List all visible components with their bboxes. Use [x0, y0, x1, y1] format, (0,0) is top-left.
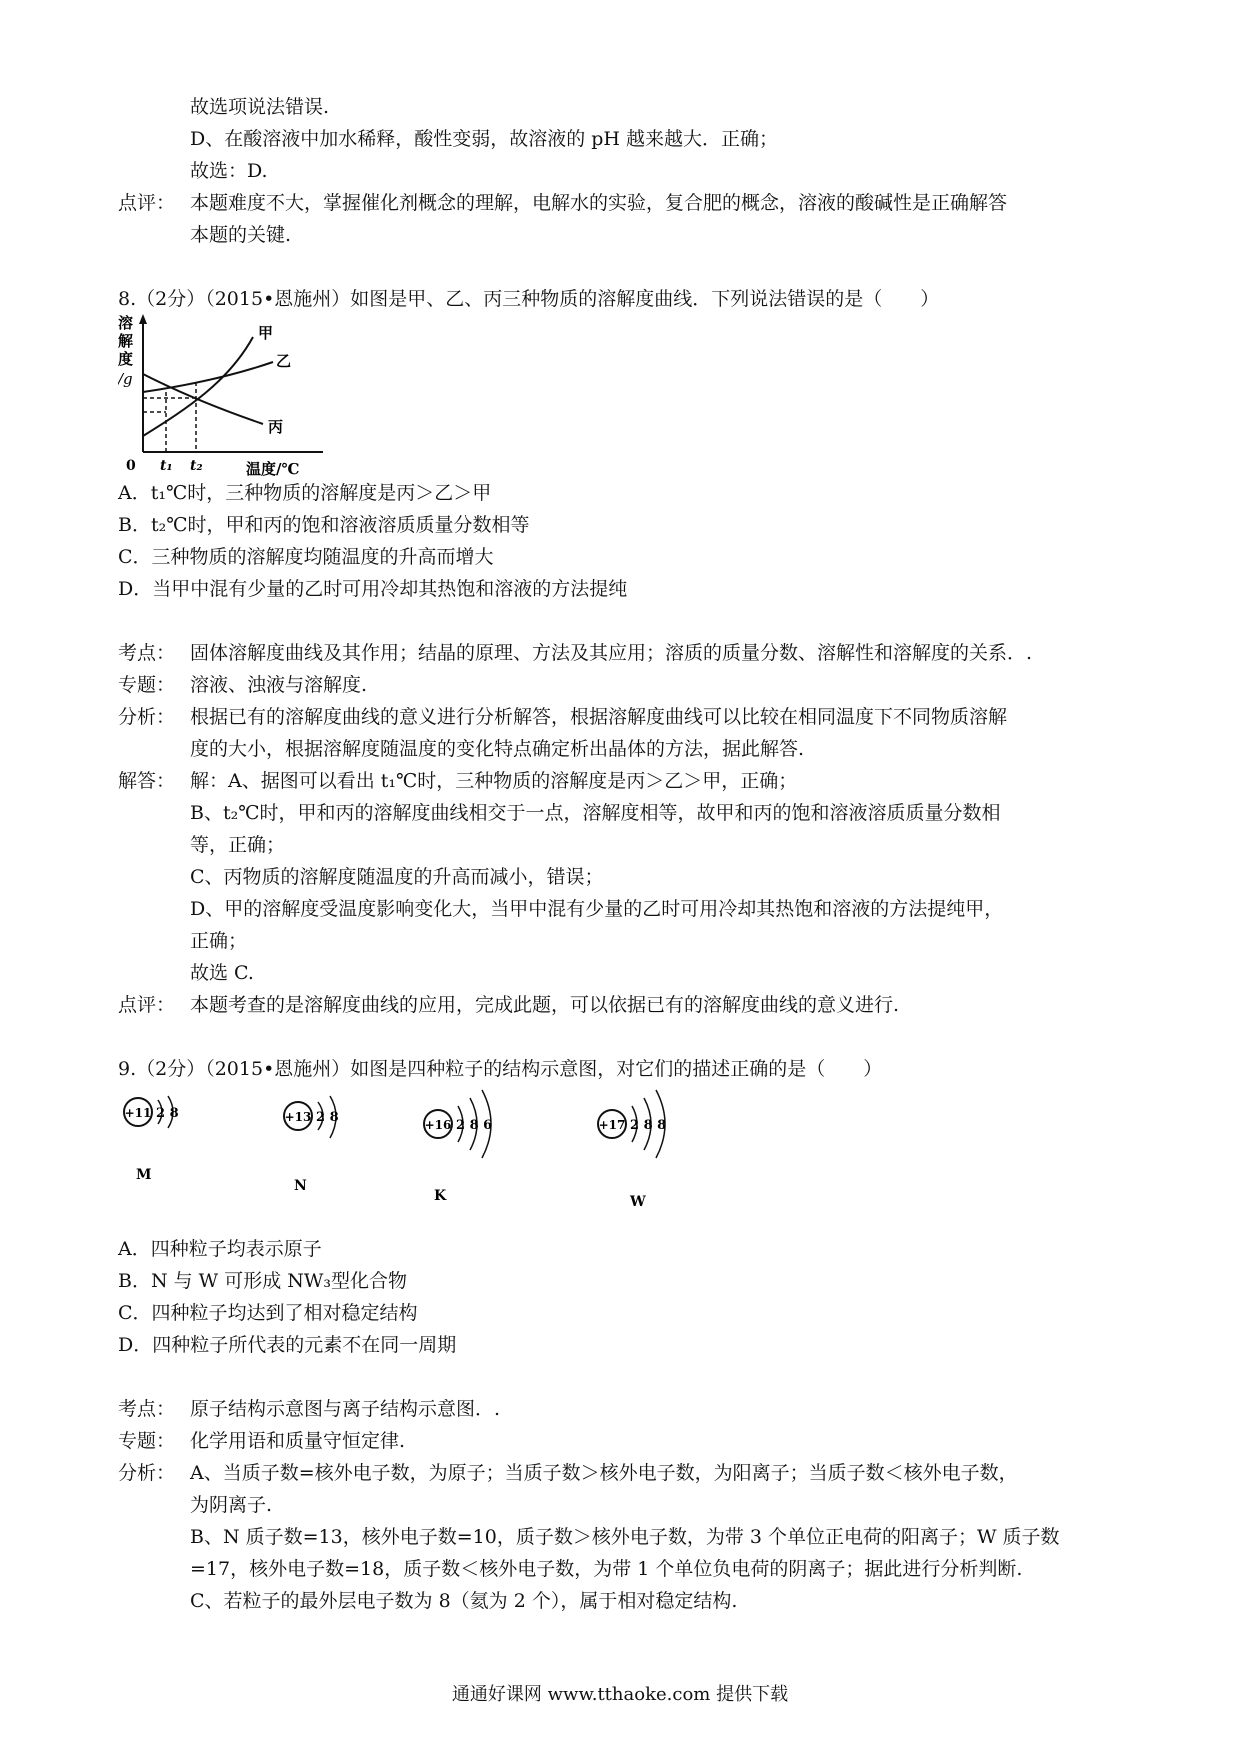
text-line: =17，核外电子数=18，质子数＜核外电子数，为带 1 个单位负电荷的阴离子；据此进行分析判断. [190, 1558, 1023, 1580]
option-b: B．t₂℃时，甲和丙的饱和溶液溶质质量分数相等 [118, 514, 530, 536]
text-line: D、甲的溶解度受温度影响变化大，当甲中混有少量的乙时可用冷却其热饱和溶液的方法提纯甲， [190, 898, 1004, 920]
solubility-curve-figure [118, 312, 338, 478]
y-axis-label: 溶 [118, 314, 134, 332]
text-line: 本题难度不大，掌握催化剂概念的理解，电解水的实验，复合肥的概念，溶液的酸碱性是正确解答 [190, 192, 1008, 214]
text-line: 故选 C. [190, 962, 254, 984]
option-c: C．三种物质的溶解度均随温度的升高而增大 [118, 546, 494, 568]
text-line: 正确； [190, 930, 248, 952]
nucleus-label: +16 [424, 1118, 452, 1132]
option-a: A．t₁℃时，三种物质的溶解度是丙＞乙＞甲 [118, 482, 492, 504]
nucleus-label: +13 [284, 1110, 312, 1124]
option-c: C．四种粒子均达到了相对稳定结构 [118, 1302, 418, 1324]
jieda-label: 解答： [118, 770, 176, 792]
y-axis-arrow [139, 314, 147, 324]
particle-structure-figure [118, 1084, 778, 1210]
series-label-bing: 丙 [268, 418, 284, 436]
zhuanti-label: 专题： [118, 674, 176, 696]
particle-n [284, 1096, 339, 1194]
origin-label: 0 [126, 458, 136, 474]
particle-label: N [294, 1178, 307, 1194]
option-d: D．当甲中混有少量的乙时可用冷却其热饱和溶液的方法提纯 [118, 578, 628, 600]
dianping-label: 点评： [118, 994, 176, 1016]
x-axis-label: 温度/℃ [246, 460, 300, 478]
text-line: A、当质子数=核外电子数，为原子；当质子数＞核外电子数，为阳离子；当质子数＜核外电子数， [190, 1462, 1018, 1484]
series-line-jia [143, 337, 253, 436]
nucleus-label: +11 [124, 1106, 152, 1120]
question-8-title: 8.（2分）（2015•恩施州）如图是甲、乙、丙三种物质的溶解度曲线．下列说法错误的是（ ） [118, 288, 940, 310]
text-line: 解：A、据图可以看出 t₁℃时，三种物质的溶解度是丙＞乙＞甲，正确； [190, 770, 798, 792]
particle-label: K [434, 1188, 447, 1204]
text-line: 度的大小，根据溶解度随温度的变化特点确定析出晶体的方法，据此解答. [190, 738, 805, 760]
series-line-yi [143, 362, 273, 392]
text-line: B、t₂℃时，甲和丙的溶解度曲线相交于一点，溶解度相等，故甲和丙的饱和溶液溶质质量分数相 [190, 802, 1001, 824]
y-axis-label: 解 [118, 332, 134, 350]
text-line: 根据已有的溶解度曲线的意义进行分析解答，根据溶解度曲线可以比较在相同温度下不同物质溶解 [190, 706, 1008, 728]
nucleus-label: +17 [598, 1118, 626, 1132]
shell-electrons: 2 8 6 [456, 1118, 493, 1133]
zhuanti-label: 专题： [118, 1430, 176, 1452]
series-label-jia: 甲 [258, 324, 274, 342]
tick-label-t2: t₂ [190, 458, 203, 474]
option-d: D．四种粒子所代表的元素不在同一周期 [118, 1334, 457, 1356]
text-line: 为阴离子. [190, 1494, 273, 1516]
text-line: B、N 质子数=13，核外电子数=10，质子数＞核外电子数，为带 3 个单位正电荷的阳离子；W 质子数 [190, 1526, 1060, 1548]
text-line: D、在酸溶液中加水稀释，酸性变弱，故溶液的 pH 越来越大．正确； [190, 128, 779, 150]
y-axis-label: 度 [118, 350, 134, 368]
text-line: 等，正确； [190, 834, 286, 856]
text-line: 本题考查的是溶解度曲线的应用，完成此题，可以依据已有的溶解度曲线的意义进行. [190, 994, 900, 1016]
particle-w [598, 1090, 666, 1210]
shell-electrons: 2 8 8 [630, 1118, 667, 1133]
text-line: C、丙物质的溶解度随温度的升高而减小，错误； [190, 866, 604, 888]
fenxi-label: 分析： [118, 706, 176, 728]
kaodian-label: 考点： [118, 1398, 176, 1420]
particle-k [424, 1090, 492, 1204]
page-footer: 通通好课网 www.tthaoke.com 提供下载 [451, 1684, 789, 1705]
option-b: B．N 与 W 可形成 NW₃型化合物 [118, 1270, 408, 1292]
y-axis-label: /g [118, 370, 133, 388]
text-line: 本题的关键. [190, 224, 292, 246]
text-line: 故选项说法错误. [190, 96, 330, 118]
text-line: 故选：D. [190, 160, 268, 182]
option-a: A．四种粒子均表示原子 [118, 1238, 322, 1260]
shell-electrons: 2 8 [316, 1110, 339, 1125]
series-label-yi: 乙 [276, 352, 292, 370]
particle-m [124, 1096, 179, 1183]
particle-label: W [630, 1194, 646, 1210]
text-line: 原子结构示意图与离子结构示意图．. [190, 1398, 501, 1420]
question-9-title: 9.（2分）（2015•恩施州）如图是四种粒子的结构示意图，对它们的描述正确的是（ ） [118, 1058, 883, 1080]
text-line: 固体溶解度曲线及其作用；结晶的原理、方法及其应用；溶质的质量分数、溶解性和溶解度的关系．. [190, 642, 1033, 664]
text-line: 化学用语和质量守恒定律. [190, 1430, 406, 1452]
comment-label: 点评： [118, 192, 176, 214]
shell-electrons: 2 8 [156, 1106, 179, 1121]
particle-label: M [136, 1167, 152, 1183]
text-line: C、若粒子的最外层电子数为 8（氦为 2 个），属于相对稳定结构. [190, 1590, 738, 1612]
fenxi-label: 分析： [118, 1462, 176, 1484]
kaodian-label: 考点： [118, 642, 176, 664]
tick-label-t1: t₁ [160, 458, 173, 474]
text-line: 溶液、浊液与溶解度. [190, 674, 368, 696]
